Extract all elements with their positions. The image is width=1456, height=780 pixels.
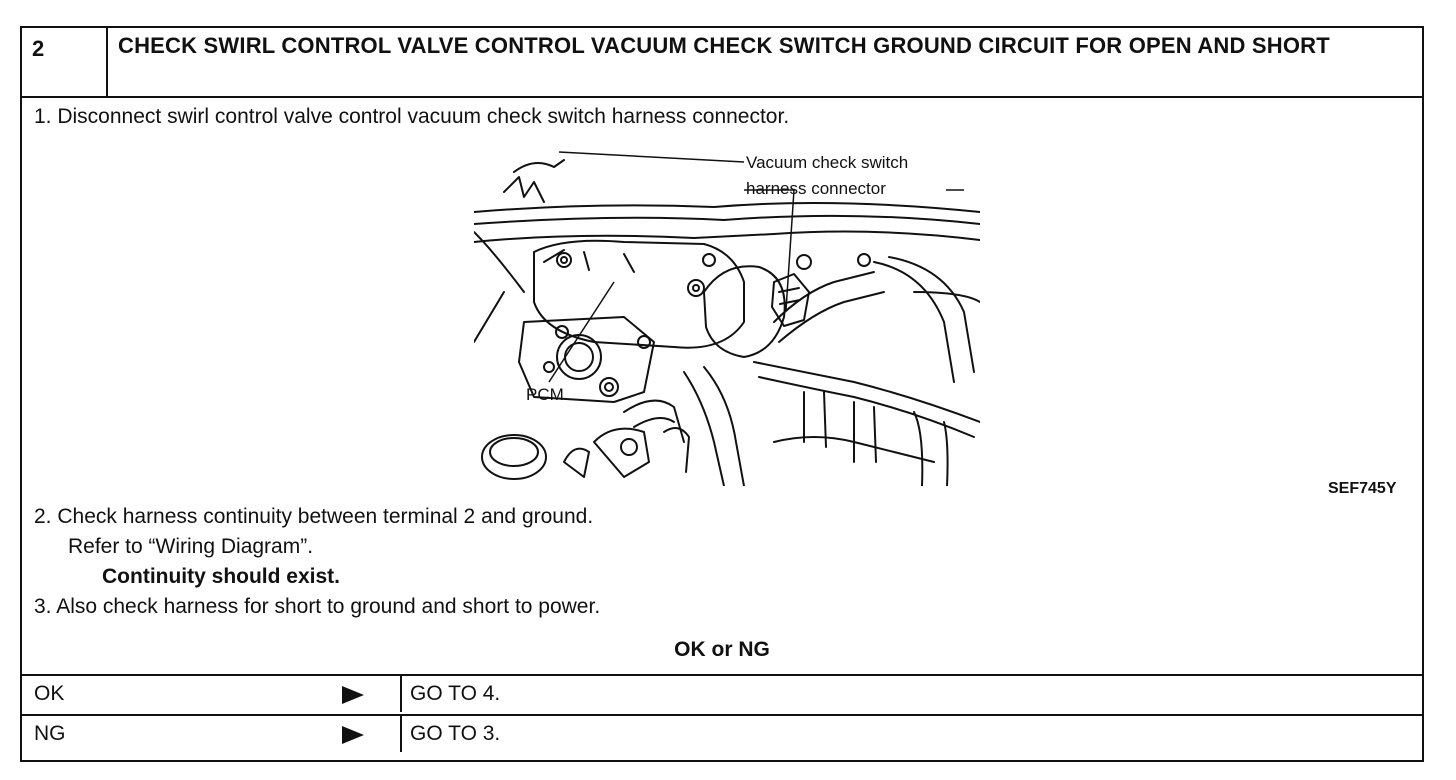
arrow-right-icon	[342, 726, 364, 744]
instruction-1: 1. Disconnect swirl control valve control vacuum check switch harness connector.	[34, 105, 790, 128]
divider	[400, 716, 402, 752]
divider	[400, 676, 402, 712]
result-row-ng	[22, 716, 1422, 752]
procedure-step-table	[20, 26, 1424, 762]
instruction-2: 2. Check harness continuity between terminal 2 and ground.	[34, 505, 594, 528]
label-pcm: PCM	[526, 385, 564, 404]
result-action: GO TO 4.	[410, 682, 501, 705]
result-row-ok	[22, 676, 1422, 712]
step-title: CHECK SWIRL CONTROL VALVE CONTROL VACUUM CHECK SWITCH GROUND CIRCUIT FOR OPEN AND SHORT	[118, 33, 1330, 58]
arrow-right-icon	[342, 686, 364, 704]
figure-code: SEF745Y	[1328, 480, 1397, 497]
instruction-3: 3. Also check harness for short to ground and short to power.	[34, 595, 601, 618]
result-action: GO TO 3.	[410, 722, 501, 745]
result-condition: NG	[34, 722, 66, 745]
result-question: OK or NG	[674, 638, 770, 661]
instruction-2-reference: Refer to “Wiring Diagram”.	[68, 535, 314, 558]
label-harness-connector: harness connector	[746, 179, 886, 198]
step-header	[22, 28, 1422, 98]
result-condition: OK	[34, 682, 65, 705]
engine-bay-illustration	[474, 142, 980, 486]
instruction-2-expected: Continuity should exist.	[102, 565, 341, 588]
step-number: 2	[22, 28, 108, 96]
label-vacuum-check-switch: Vacuum check switch	[746, 153, 909, 172]
